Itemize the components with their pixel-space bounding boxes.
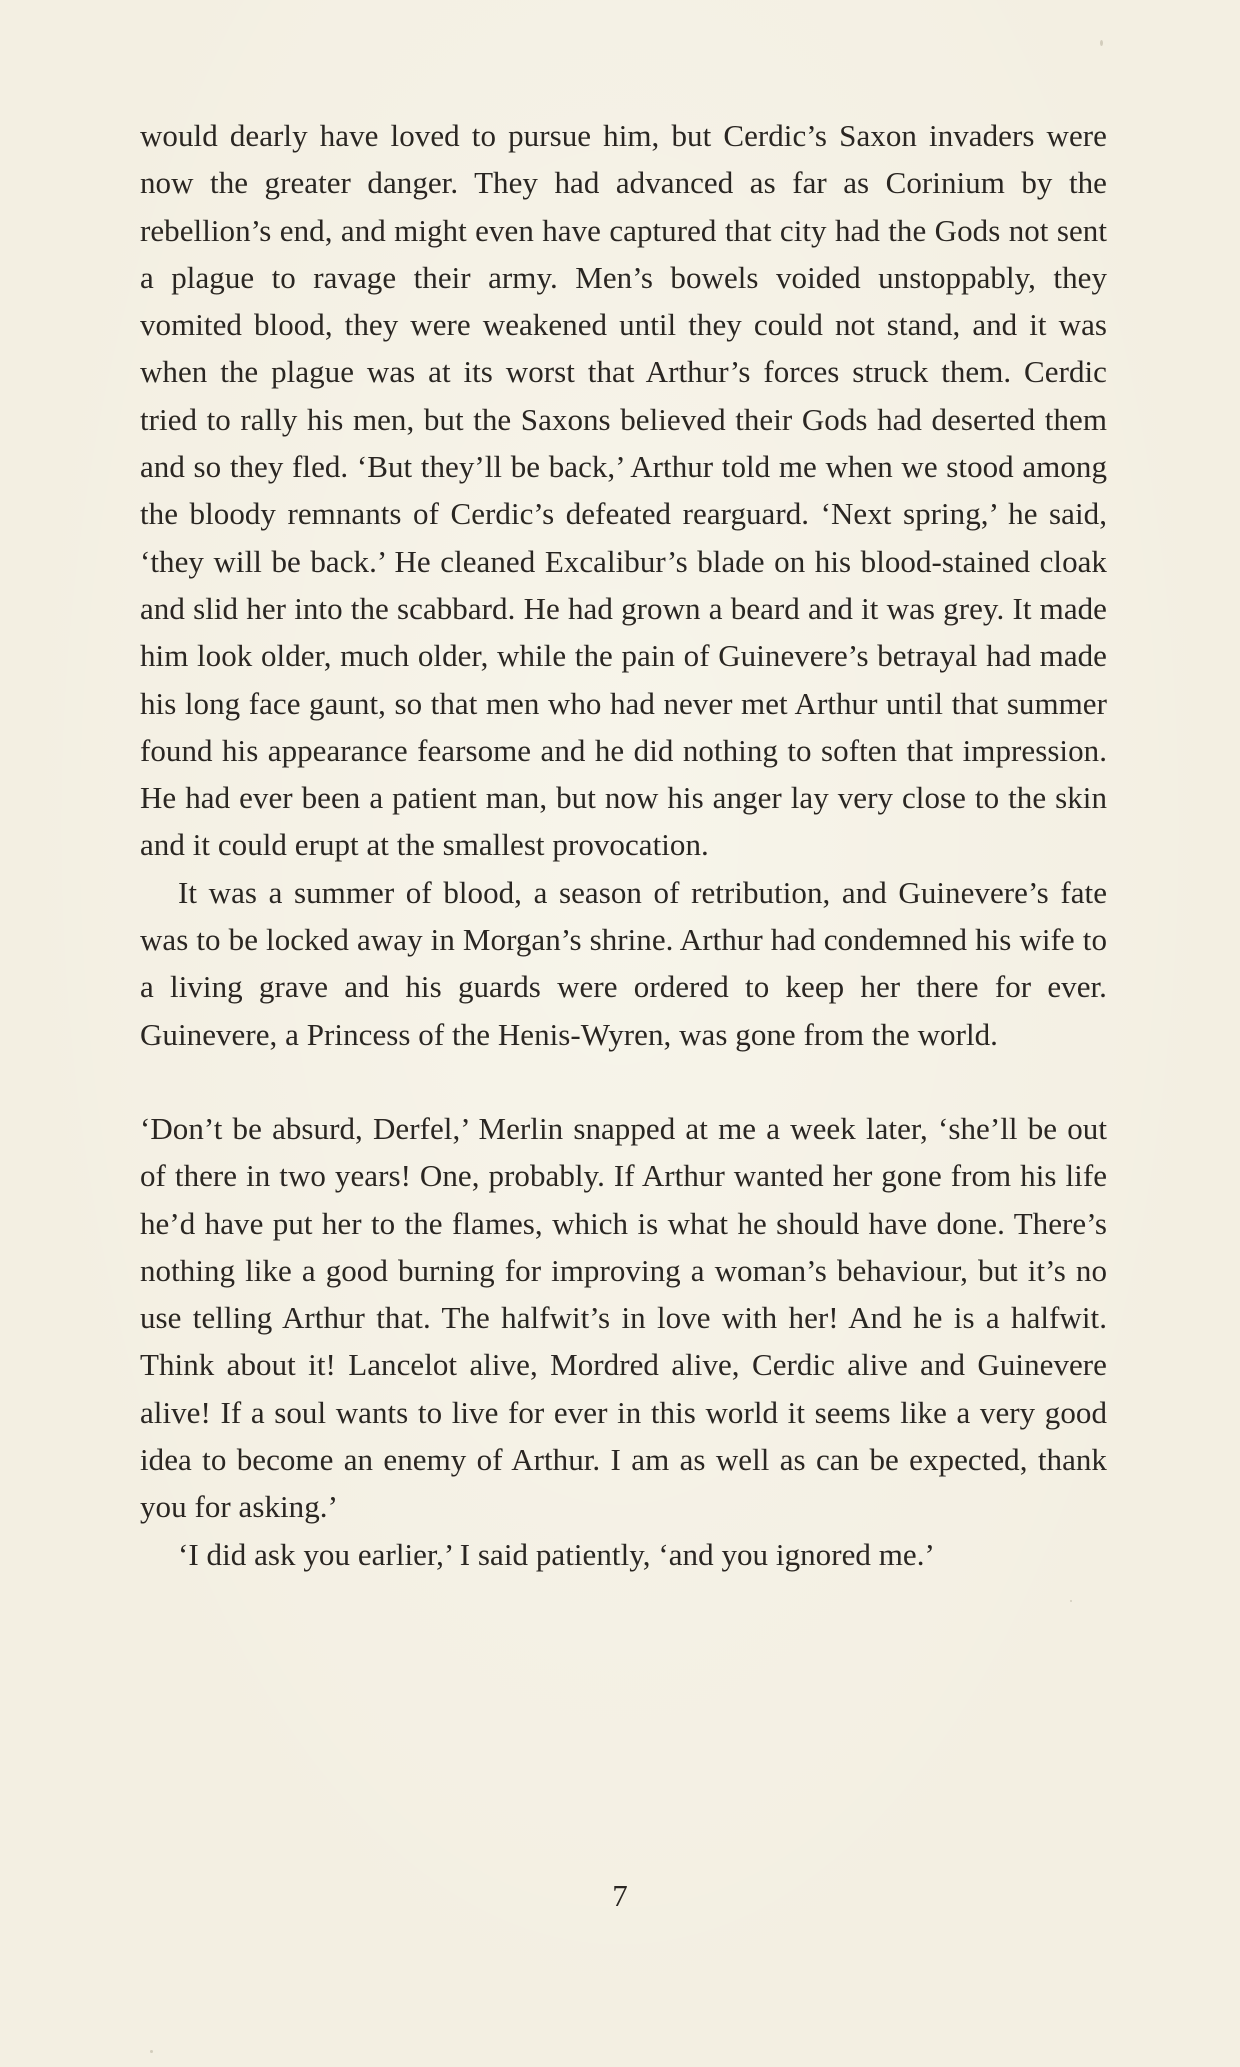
page-number: 7 (612, 1878, 628, 1913)
paragraph-3: ‘Don’t be absurd, Derfel,’ Merlin snapped at me a week later, ‘she’ll be out of there in two years! One, probably. If Arthur wanted her gone from his life he’d have put her to the flames, which is what he should have done. There’s nothing like a good burning for improving a woman’s behaviour, but it’s no use telling Arthur that. The halfwit’s in love with her! And he is a halfwit. Think about it! Lancelot alive, Mordred alive, Cerdic alive and Guinevere alive! If a soul wants to live for ever in this world it seems like a very good idea to become an enemy of Arthur. I am as well as can be expected, thank you for asking.’ (140, 1110, 1107, 1525)
section-break (140, 1058, 1107, 1105)
body-text (140, 112, 1107, 1578)
paragraph-1: would dearly have loved to pursue him, but Cerdic’s Saxon invaders were now the greater danger. They had advanced as far as Corinium by the rebellion’s end, and might even have captured that city had the Gods not sent a plague to ravage their army. Men’s bowels voided unstoppably, they vomited blood, they were weakened until they could not stand, and it was when the plague was at its worst that Arthur’s forces struck them. Cerdic tried to rally his men, but the Saxons believed their Gods had deserted them and so they fled. ‘But they’ll be back,’ Arthur told me when we stood among the bloody remnants of Cerdic’s defeated rearguard. ‘Next spring,’ he said, ‘they will be back.’ He cleaned Excalibur’s blade on his blood-stained cloak and slid her into the scabbard. He had grown a beard and it was grey. It made him look older, much older, while the pain of Guinevere’s betrayal had made his long face gaunt, so that men who had never met Arthur until that summer found his appearance fearsome and he did nothing to soften that impression. He had ever been a patient man, but now his anger lay very close to the skin and it could erupt at the smallest provocation. (140, 118, 1107, 863)
paper-speck (1070, 1600, 1072, 1602)
paragraph-4: ‘I did ask you earlier,’ I said patiently, ‘and you ignored me.’ (178, 1536, 935, 1572)
paragraph-2: It was a summer of blood, a season of retribution, and Guinevere’s fate was to be locked away in Morgan’s shrine. Arthur had condemned his wife to a living grave and his guards were ordered to keep her there for ever. Guinevere, a Princess of the Henis-Wyren, was gone from the world. (140, 874, 1107, 1052)
paper-speck (1100, 40, 1103, 46)
paper-speck (150, 2050, 153, 2053)
